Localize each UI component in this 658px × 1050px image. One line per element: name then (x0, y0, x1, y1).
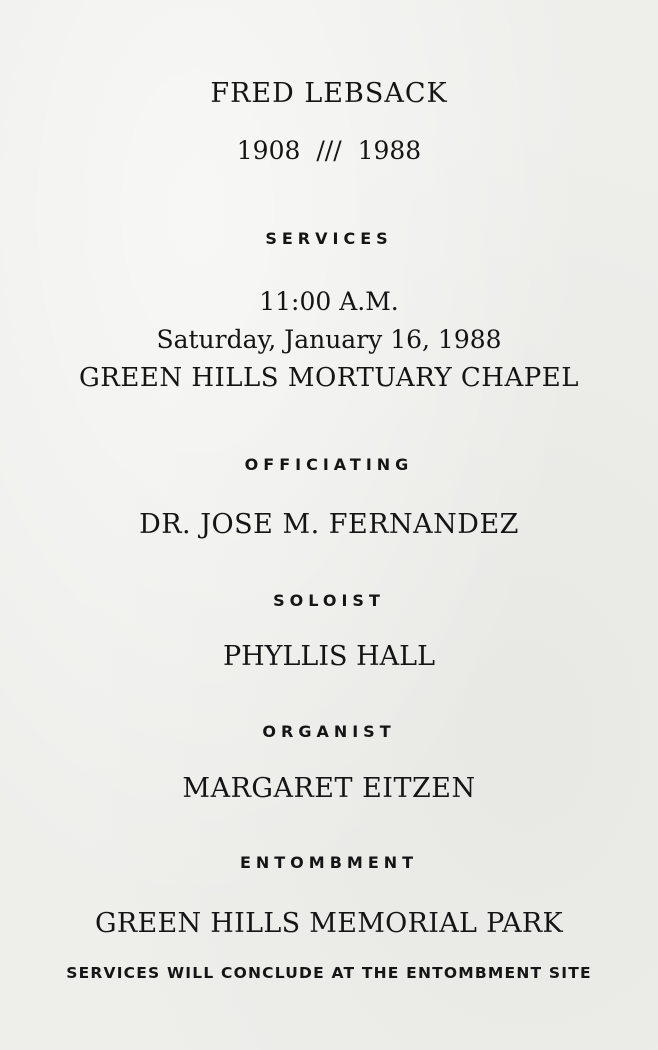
officiating-heading: OFFICIATING (244, 455, 414, 474)
service-time: 11:00 A.M. (259, 287, 399, 316)
deceased-name: FRED LEBSACK (210, 78, 448, 109)
officiant-name: DR. JOSE M. FERNANDEZ (139, 509, 519, 540)
services-heading: SERVICES (265, 229, 393, 248)
entombment-location: GREEN HILLS MEMORIAL PARK (94, 908, 563, 939)
life-years: 1908 /// 1988 (236, 136, 422, 165)
service-location: GREEN HILLS MORTUARY CHAPEL (79, 363, 579, 393)
organist-heading: ORGANIST (262, 722, 396, 741)
entombment-note: SERVICES WILL CONCLUDE AT THE ENTOMBMENT SITE (66, 964, 592, 982)
entombment-heading: ENTOMBMENT (239, 853, 419, 872)
service-date: Saturday, January 16, 1988 (156, 325, 502, 354)
soloist-name: PHYLLIS HALL (222, 641, 436, 672)
organist-name: MARGARET EITZEN (182, 773, 476, 804)
soloist-heading: SOLOIST (273, 591, 385, 610)
